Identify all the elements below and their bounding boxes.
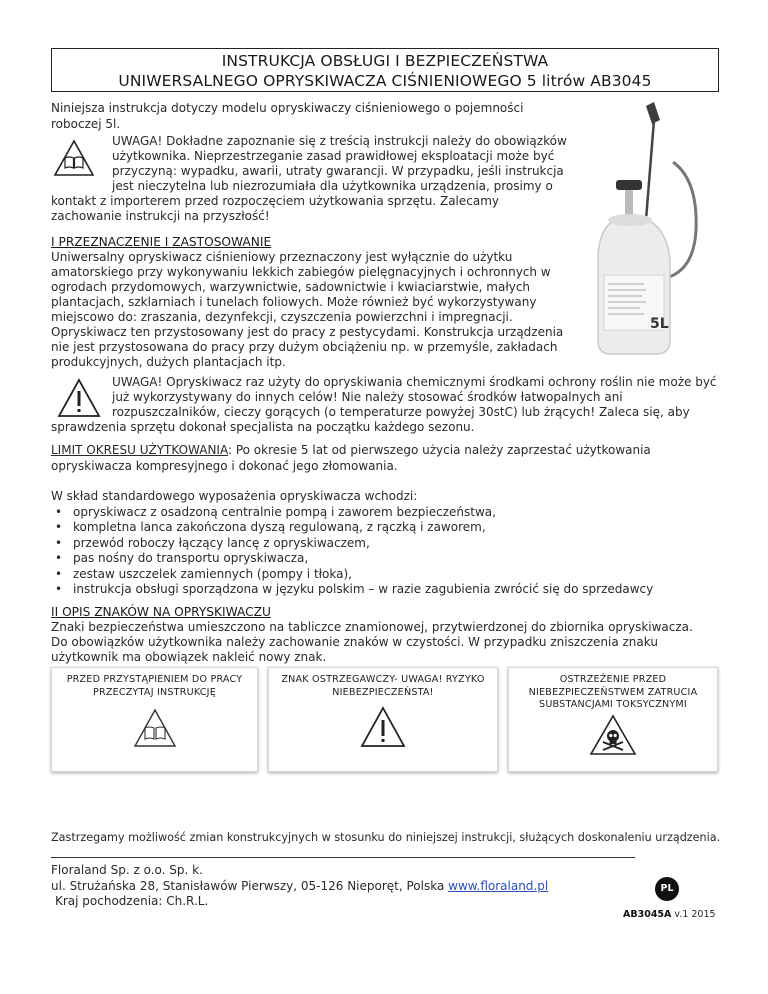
section2-line: Do obowiązków użytkownika należy zachowanie znaków w czystości. W przypadku zniszczenia znaku — [51, 635, 658, 649]
warning-line: sprawdzenia sprzętu dokonał specjalista na początku każdego sezonu. — [51, 420, 475, 434]
address-text: ul. Strużańska 28, Stanisławów Pierwszy, 05-126 Nieporęt, Polska — [51, 879, 449, 893]
section1-line: amatorskiego przy wykonywaniu lekkich zabiegów pielęgnacyjnych i ochronnych w — [51, 265, 551, 279]
disclaimer: Zastrzegamy możliwość zmian konstrukcyjnych w stosunku do niniejszej instrukcji, służących doskonaleniu urządzenia. — [51, 831, 721, 844]
capacity-label: 5L — [650, 316, 669, 332]
warning-icon — [57, 378, 101, 421]
title-line-1: INSTRUKCJA OBSŁUGI I BEZPIECZEŃSTWA — [221, 52, 549, 70]
sign-general-warning — [268, 667, 498, 772]
sign-label-line: PRZED PRZYSTĄPIENIEM DO PRACY — [66, 674, 243, 685]
intro-line: zachowanie instrukcji na przyszłość! — [51, 209, 270, 223]
equipment-item: • pas nośny do transportu opryskiwacza, — [51, 551, 653, 566]
equipment-intro: W skład standardowego wyposażenia opryskiwacza wchodzi: — [51, 489, 418, 503]
read-manual-icon — [53, 139, 95, 180]
sign-read-manual — [51, 667, 258, 772]
warning-line: UWAGA! Opryskiwacz raz użyty do opryskiwania chemicznymi środkami ochrony roślin nie może być — [112, 375, 717, 389]
intro-line: przyczyną: wypadku, awarii, utraty gwarancji. W przypadku, jeśli instrukcja — [112, 164, 564, 178]
section1-line: produkcyjnych, dużych plantacjach itp. — [51, 355, 286, 369]
warning-line: już wykorzystywany do innych celów! Nie należy stosować środków łatwopalnych ani — [112, 390, 623, 404]
section1-line: nie jest przystosowana do pracy przy dużym obciążeniu np. w przemyśle, zakładach — [51, 340, 558, 354]
title-line-2: UNIWERSALNEGO OPRYSKIWACZA CIŚNIENIOWEGO 5 litrów AB3045 — [118, 72, 652, 90]
sign-label-line: SUBSTANCJAMI TOKSYCZNYMI — [539, 699, 687, 710]
intro-line: jest nieczytelna lub niezrozumiała dla użytkownika urządzenia, prosimy o — [112, 179, 553, 193]
version-text: v.1 2015 — [671, 909, 716, 920]
lifetime-paragraph — [51, 443, 651, 458]
lifetime-text: : Po okresie 5 lat od pierwszego użycia należy zaprzestać użytkowania — [227, 443, 651, 457]
sign-label-line: OSTRZEŻENIE PRZED — [559, 674, 667, 685]
sign-label-line: PRZECZYTAJ INSTRUKCJĘ — [93, 686, 216, 698]
lifetime-label: LIMIT OKRESU UŻYTKOWANIA — [51, 443, 228, 457]
sign-label — [269, 668, 497, 699]
equipment-item: • instrukcja obsługi sporządzona w języku polskim – w razie zagubienia zwrócić się do sprzedawcy — [51, 582, 653, 597]
model-code: AB3045A — [623, 909, 672, 920]
section1-line: miejscowo do: zraszania, dezynfekcji, czyszczenia powierzchni i impregnacji. — [51, 310, 513, 324]
warning-line: rozpuszczalników, cieczy gorących (o temperaturze powyżej 30stC) lub żrących! Zaleca się, aby — [112, 405, 690, 419]
equipment-item: • przewód roboczy łączący lancę z opryskiwaczem, — [51, 536, 653, 551]
country-of-origin: Kraj pochodzenia: Ch.R.L. — [55, 894, 209, 908]
sign-label-line: ZNAK OSTRZEGAWCZY- UWAGA! RYZYKO — [281, 674, 485, 685]
section1-line: Opryskiwacz ten przystosowany jest do pracy z pestycydami. Konstrukcja urządzenia — [51, 325, 564, 339]
equipment-item: • kompletna lanca zakończona dyszą regulowaną, z rączką i zaworem, — [51, 520, 653, 535]
section-heading: I PRZEZNACZENIE I ZASTOSOWANIE — [51, 235, 272, 249]
section-heading: II OPIS ZNAKÓW NA OPRYSKIWACZU — [51, 605, 271, 619]
company-address — [51, 879, 548, 894]
intro-line: Niniejsza instrukcja dotyczy modelu opryskiwaczy ciśnieniowego o pojemności — [51, 101, 524, 115]
sign-label-line: NIEBEZPIECZEŃSTA! — [332, 686, 434, 698]
section1-line: ogrodach przydomowych, warzywnictwie, sadownictwie i kwiaciarstwie, małych — [51, 280, 531, 294]
section2-line: Znaki bezpieczeństwa umieszczono na tabliczce znamionowej, przytwierdzonej do zbiornika opryskiwacza. — [51, 620, 693, 634]
language-badge: PL — [655, 877, 679, 901]
section1-line: Uniwersalny opryskiwacz ciśnieniowy przeznaczony jest wyłącznie do użytku — [51, 250, 513, 264]
equipment-list — [51, 505, 653, 597]
company-name: Floraland Sp. z o.o. Sp. k. — [51, 863, 203, 877]
warning-icon — [360, 706, 406, 748]
sign-label — [52, 668, 257, 699]
footer-divider — [51, 857, 635, 858]
sign-toxic-warning — [508, 667, 718, 772]
read-manual-icon — [133, 708, 177, 748]
skull-crossbones-icon — [589, 714, 637, 756]
model-version — [623, 907, 716, 922]
sprayer-image — [588, 100, 718, 368]
document-title — [51, 48, 719, 92]
section1-line: plantacjach, szklarniach i tunelach foliowych. Może również być wykorzystywany — [51, 295, 537, 309]
intro-line: kontakt z importerem przed rozpoczęciem użytkowania sprzętu. Zalecamy — [51, 194, 500, 208]
sign-label-line: NIEBEZPIECZEŃSTWEM ZATRUCIA — [528, 686, 698, 698]
equipment-item: • zestaw uszczelek zamiennych (pompy i tłoka), — [51, 567, 653, 582]
intro-line: UWAGA! Dokładne zapoznanie się z treścią instrukcji należy do obowiązków — [112, 134, 567, 148]
sign-label — [509, 668, 717, 712]
lifetime-line: opryskiwacza kompresyjnego i dokonać jego złomowania. — [51, 459, 398, 473]
intro-line: roboczej 5l. — [51, 117, 121, 131]
intro-line: użytkownika. Nieprzestrzeganie zasad prawidłowej eksploatacji może być — [112, 149, 555, 163]
section2-line: użytkownik ma obowiązek nakleić nowy znak. — [51, 650, 327, 664]
website-link[interactable]: www.floraland.pl — [448, 879, 549, 893]
equipment-item: • opryskiwacz z osadzoną centralnie pompą i zaworem bezpieczeństwa, — [51, 505, 653, 520]
